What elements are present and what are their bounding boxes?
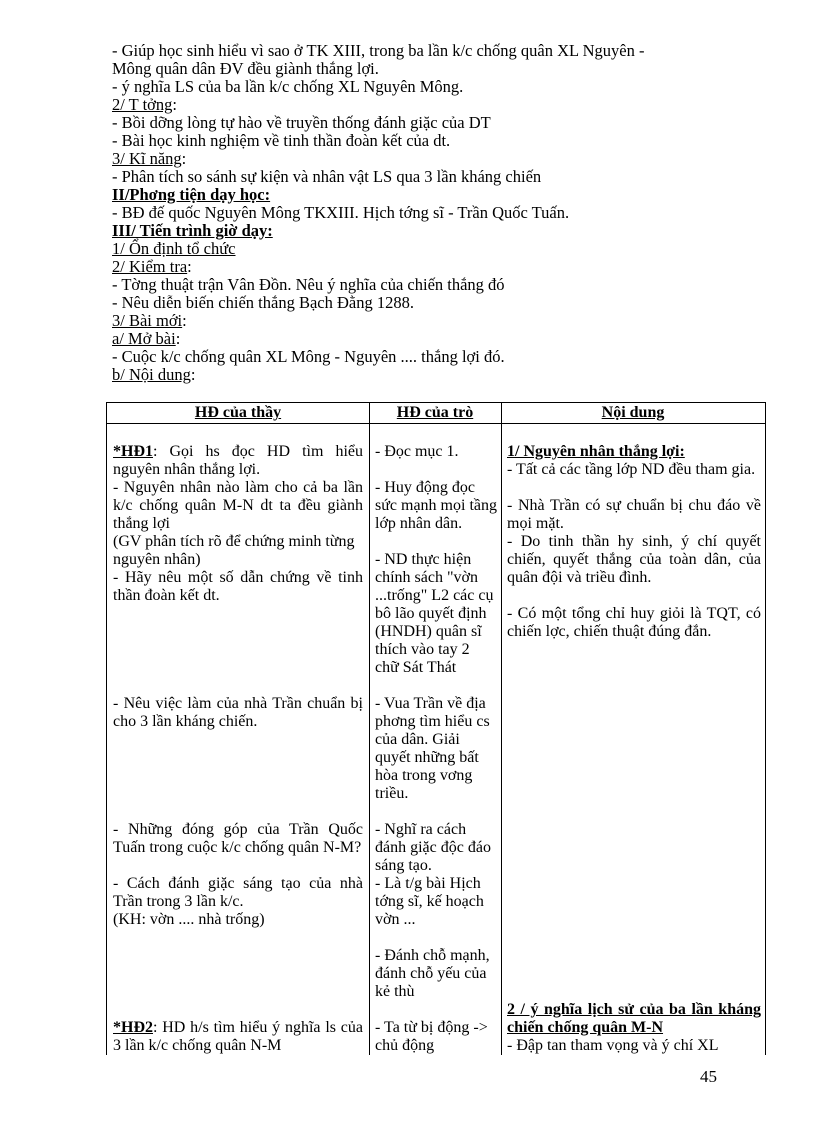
check-line: - Nêu diễn biến chiến thắng Bạch Đằng 1288.	[112, 293, 414, 312]
skills-line: - Phân tích so sánh sự kiện và nhân vật LS qua 3 lần kháng chiến	[112, 167, 542, 186]
student-answer: - Là t/g bài Hịch tớng sĩ, kế hoạch vờn ...	[375, 875, 484, 928]
column-divider	[501, 403, 502, 1055]
header-teacher: HĐ của thầy	[194, 404, 282, 421]
skills-heading: 3/ Kĩ năng:	[112, 149, 187, 168]
attitude-line: - Bài học kinh nghiệm về tinh thần đoàn kết của dt.	[112, 131, 451, 150]
section-title: 2 / ý nghĩa lịch sử của ba lần kháng chiến chống quân M-N	[507, 1001, 761, 1036]
heading-label: 2/ T tởng	[112, 95, 173, 114]
lesson-table	[106, 402, 766, 1055]
step-heading: a/ Mở bài:	[112, 329, 181, 348]
student-answer: - Huy động đọc sức mạnh mọi tầng lớp nhân dân.	[375, 479, 497, 532]
content-point: - Tất cả các tầng lớp ND đều tham gia.	[507, 461, 756, 478]
hd1-block: *HĐ1: Gọi hs đọc HD tìm hiểu nguyên nhân thắng lợi.	[113, 443, 363, 478]
intro-line: - Cuộc k/c chống quân XL Mông - Nguyên .... thắng lợi đó.	[112, 347, 505, 366]
student-answer: - Nghĩ ra cách đánh giặc độc đáo sáng tạo.	[375, 821, 491, 874]
attitude-heading: 2/ T tởng:	[112, 95, 177, 114]
teacher-question: - Hãy nêu một số dẫn chứng về tinh thần đoàn kết dt.	[113, 569, 363, 604]
section-title: 1/ Nguyên nhân thắng lợi:	[507, 443, 685, 460]
teacher-question: - Những đóng góp của Trần Quốc Tuấn trong cuộc k/c chống quân N-M?	[113, 821, 363, 856]
teacher-note: (GV phân tích rõ để chứng minh từng nguyên nhân)	[113, 533, 355, 568]
student-answer: - ND thực hiện chính sách "vờn ...trống" L2 các cụ bô lão quyết định (HNDH) quân sĩ thích vào tay 2 chữ Sát Thát	[375, 551, 494, 676]
content-point: - Có một tổng chỉ huy giỏi là TQT, có chiến lợc, chiến thuật đúng đắn.	[507, 605, 761, 640]
student-answer: - Đánh chỗ mạnh, đánh chỗ yếu của kẻ thù	[375, 947, 490, 1000]
teacher-note: (KH: vờn .... nhà trống)	[113, 911, 265, 928]
step-heading: 1/ Ổn định tổ chức	[112, 239, 236, 258]
objective-line: - ý nghĩa LS của ba lần k/c chống XL Nguyên Mông.	[112, 77, 464, 96]
student-answer: - Ta từ bị động -> chủ động	[375, 1019, 488, 1054]
step-heading: 2/ Kiểm tra:	[112, 257, 192, 276]
content-point: - Đập tan tham vọng và ý chí XL	[507, 1037, 719, 1054]
hd1-label: *HĐ1	[113, 443, 153, 460]
lesson-intro	[112, 42, 772, 384]
step-heading: b/ Nội dung:	[112, 365, 196, 384]
column-divider	[369, 403, 370, 1055]
heading-label: 3/ Kĩ năng	[112, 149, 182, 168]
content-point: - Nhà Trần có sự chuẩn bị chu đáo về mọi mặt.	[507, 497, 761, 532]
hd2-label: *HĐ2	[113, 1019, 153, 1036]
header-divider	[107, 423, 765, 424]
page-number: 45	[700, 1067, 717, 1086]
materials-line: - BĐ đế quốc Nguyên Mông TKXIII. Hịch tớng sĩ - Trần Quốc Tuấn.	[112, 203, 570, 222]
hd2-block: *HĐ2: HD h/s tìm hiểu ý nghĩa ls của 3 lần k/c chống quân N-M	[113, 1019, 363, 1054]
step-heading: 3/ Bài mới:	[112, 311, 187, 330]
attitude-line: - Bồi dỡng lòng tự hào về truyền thống đánh giặc của DT	[112, 113, 491, 132]
materials-heading: II/Phơng tiện dạy học:	[112, 185, 271, 204]
procedure-heading: III/ Tiến trình giờ dạy:	[112, 221, 273, 240]
objective-line: Mông quân dân ĐV đều giành thắng lợi.	[112, 59, 379, 78]
header-content: Nội dung	[601, 404, 665, 421]
content-point: - Do tinh thần hy sinh, ý chí quyết chiến, quyết thắng của toàn dân, của quân đội và triều đình.	[507, 533, 761, 586]
teacher-question: - Nêu việc làm của nhà Trần chuẩn bị cho 3 lần kháng chiến.	[113, 695, 363, 730]
header-student: HĐ của trò	[396, 404, 474, 421]
objective-line: - Giúp học sinh hiểu vì sao ở TK XIII, trong ba lần k/c chống quân XL Nguyên -	[112, 41, 645, 60]
check-line: - Tờng thuật trận Vân Đồn. Nêu ý nghĩa của chiến thắng đó	[112, 275, 505, 294]
teacher-question: - Cách đánh giặc sáng tạo của nhà Trần trong 3 lần k/c.	[113, 875, 363, 910]
teacher-question: - Nguyên nhân nào làm cho cả ba lần k/c chống quân M-N dt ta đều giành thắng lợi	[113, 479, 363, 532]
student-answer: - Đọc mục 1.	[375, 443, 459, 460]
student-answer: - Vua Trần về địa phơng tìm hiểu cs của dân. Giải quyết những bất hòa trong vơng triều.	[375, 695, 490, 802]
